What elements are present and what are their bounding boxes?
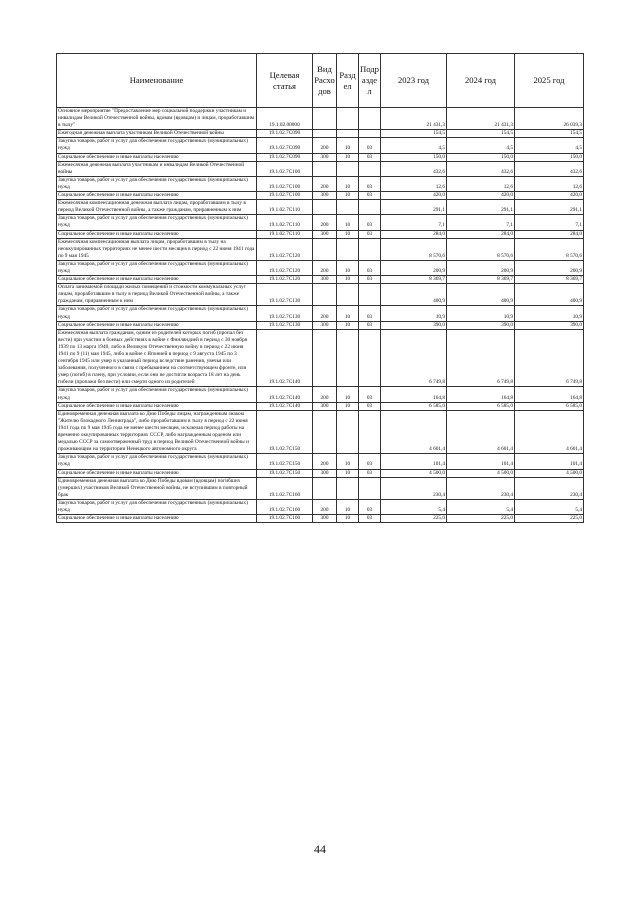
row-razd: 10: [337, 321, 359, 329]
row-2023: 150,0: [381, 153, 447, 161]
row-2023: 21 431,3: [381, 108, 447, 130]
row-vid: 200: [313, 499, 337, 514]
row-2023: 5,4: [381, 499, 447, 514]
row-vid: 300: [313, 153, 337, 161]
row-2025: 101,4: [515, 454, 584, 469]
table-row: [57, 200, 584, 215]
row-podr: 03: [359, 306, 381, 321]
row-2025: 390,0: [515, 321, 584, 329]
row-vid: 200: [313, 215, 337, 230]
row-name: Оплата занимаемой площади жилых помещений и стоимости коммунальных услуг лицам, проработавшим в тылу в период Великой Отечественной войны, а также гражданам, приравненным к ним: [57, 284, 257, 306]
row-vid: 200: [313, 138, 337, 153]
row-code: 19.1.02.7С150: [257, 469, 313, 477]
row-name: Основное мероприятие "Предоставление мер социальной поддержки участникам и инвалидам Великой Отечественной войны, вдовам (вдовцам) и лицам, проработавшим в тылу": [57, 108, 257, 130]
table-row: [57, 402, 584, 410]
row-2023: 8 570,6: [381, 238, 447, 260]
row-2025: 154,5: [515, 130, 584, 138]
row-2023: 12,6: [381, 176, 447, 191]
row-vid: [313, 284, 337, 306]
row-podr: [359, 130, 381, 138]
row-name: Ежемесячная денежная выплата участникам и инвалидам Великой Отечественной войны: [57, 161, 257, 176]
row-razd: [337, 410, 359, 454]
row-podr: 03: [359, 192, 381, 200]
row-2025: 7,1: [515, 215, 584, 230]
row-2023: 200,9: [381, 260, 447, 275]
row-2024: 225,0: [447, 515, 515, 523]
row-2023: 291,1: [381, 200, 447, 215]
row-2025: 8 570,6: [515, 238, 584, 260]
row-vid: 200: [313, 387, 337, 402]
row-2023: 101,4: [381, 454, 447, 469]
row-razd: [337, 200, 359, 215]
row-2025: 420,0: [515, 192, 584, 200]
row-2023: 164,8: [381, 387, 447, 402]
row-code: 19.1.02.7С160: [257, 499, 313, 514]
row-vid: 200: [313, 260, 337, 275]
table-row: [57, 161, 584, 176]
row-podr: 03: [359, 138, 381, 153]
row-name: Ежемесячная компенсационная денежная выплата лицам, проработавшим в тылу в период Великой Отечественной войны, а также гражданам, приравненным к ним: [57, 200, 257, 215]
row-code: 19.1.02.7С110: [257, 215, 313, 230]
row-2023: 432,6: [381, 161, 447, 176]
row-2023: 154,5: [381, 130, 447, 138]
table-row: [57, 215, 584, 230]
header-vid: Вид Расхо дов: [313, 54, 337, 108]
row-2024: 6 749,8: [447, 329, 515, 387]
row-2025: 5,4: [515, 499, 584, 514]
row-name: Закупка товаров, работ и услуг для обеспечения государственных (муниципальных) нужд: [57, 138, 257, 153]
row-code: 19.1.02.7С130: [257, 284, 313, 306]
row-2023: 6 585,0: [381, 402, 447, 410]
row-razd: 10: [337, 515, 359, 523]
table-row: [57, 260, 584, 275]
row-2025: 291,1: [515, 200, 584, 215]
row-2023: 7,1: [381, 215, 447, 230]
row-2024: 10,9: [447, 306, 515, 321]
row-2024: 150,0: [447, 153, 515, 161]
row-vid: [313, 238, 337, 260]
row-2024: 6 585,0: [447, 402, 515, 410]
row-2024: 7,1: [447, 215, 515, 230]
row-code: 19.1.02.7С090: [257, 153, 313, 161]
row-2025: 225,0: [515, 515, 584, 523]
row-podr: [359, 161, 381, 176]
row-podr: 03: [359, 454, 381, 469]
table-row: [57, 454, 584, 469]
page-number: 44: [314, 842, 326, 856]
row-2023: 225,0: [381, 515, 447, 523]
row-vid: 300: [313, 402, 337, 410]
row-vid: [313, 477, 337, 499]
table-row: [57, 230, 584, 238]
row-2025: 26 039,3: [515, 108, 584, 130]
row-name: Социальное обеспечение и иные выплаты населению: [57, 276, 257, 284]
row-razd: 10: [337, 138, 359, 153]
table-row: [57, 138, 584, 153]
row-2024: 420,0: [447, 192, 515, 200]
row-name: Социальное обеспечение и иные выплаты населению: [57, 402, 257, 410]
row-2024: 400,9: [447, 284, 515, 306]
row-2024: 4,5: [447, 138, 515, 153]
row-2024: 8 570,6: [447, 238, 515, 260]
row-name: Ежемесячная выплата гражданам, одним из родителей которых погиб (пропал без вести) при участии в боевых действиях в войне с Финляндией в период с 30 ноября 1939 по 13 марта 1940, либо в Великую Отечественную войну в период с 22 июня 1941 по 9 (11) мая 1945, либо в войне с Японией в период с 9 августа 1945 по 3 сентября 1945 или умер в указанный период вследствие ранения, увечья или заболевания, полученного в связи с пребыванием на соответствующем фронте, или умер (погиб) в плену, при условии, если они не достигли возраста 18 лет на день гибели (пропажи без вести) или смерти одного из родителей: [57, 329, 257, 387]
row-code: 19.1.02.7С140: [257, 329, 313, 387]
row-2023: 230,4: [381, 477, 447, 499]
row-code: 19.1.02.7С100: [257, 161, 313, 176]
table-row: [57, 499, 584, 514]
row-name: Социальное обеспечение и иные выплаты населению: [57, 469, 257, 477]
row-2023: 4 500,0: [381, 469, 447, 477]
row-vid: 200: [313, 454, 337, 469]
row-2025: 400,9: [515, 284, 584, 306]
row-vid: 300: [313, 230, 337, 238]
row-2023: 6 749,8: [381, 329, 447, 387]
row-podr: 03: [359, 260, 381, 275]
row-vid: 300: [313, 192, 337, 200]
row-2024: 230,4: [447, 477, 515, 499]
row-razd: 10: [337, 260, 359, 275]
row-vid: 300: [313, 515, 337, 523]
row-2024: 5,4: [447, 499, 515, 514]
row-name: Единовременная денежная выплата ко Дню Победы лицам, награжденным знаком "Жителю блокадного Ленинграда", либо проработавшим в тылу в период с 22 июня 1941 года по 9 мая 1945 года не менее шести месяцев, исключая период работы на временно оккупированных территориях СССР, либо награжденным орденом или медалью СССР за самоотверженный труд в период Великой Отечественной войны и проживающим на территории Ненецкого автономного округа: [57, 410, 257, 454]
row-podr: 03: [359, 402, 381, 410]
row-razd: 10: [337, 276, 359, 284]
row-2024: 154,5: [447, 130, 515, 138]
row-2025: 12,6: [515, 176, 584, 191]
table-row: [57, 306, 584, 321]
row-name: Социальное обеспечение и иные выплаты населению: [57, 153, 257, 161]
row-podr: 03: [359, 387, 381, 402]
row-vid: 300: [313, 321, 337, 329]
header-razd: Разд ел: [337, 54, 359, 108]
table-row: [57, 176, 584, 191]
row-code: 19.1.02.7С150: [257, 410, 313, 454]
row-razd: [337, 284, 359, 306]
row-code: 19.1.02.7С160: [257, 515, 313, 523]
row-2025: 4,5: [515, 138, 584, 153]
row-vid: [313, 329, 337, 387]
row-2024: 101,4: [447, 454, 515, 469]
row-2025: 150,0: [515, 153, 584, 161]
table-row: [57, 515, 584, 523]
row-name: Ежемесячная компенсационная выплата лицам, проработавшим в тылу на неоккупированных территориях не менее шести месяцев в период с 22 июня 1941 года по 9 мая 1945: [57, 238, 257, 260]
row-podr: 03: [359, 230, 381, 238]
row-razd: [337, 130, 359, 138]
row-razd: 10: [337, 469, 359, 477]
row-2023: 390,0: [381, 321, 447, 329]
row-podr: 03: [359, 153, 381, 161]
row-2023: 420,0: [381, 192, 447, 200]
row-razd: 10: [337, 192, 359, 200]
row-podr: 03: [359, 515, 381, 523]
table-row: [57, 284, 584, 306]
row-podr: 03: [359, 469, 381, 477]
row-2025: 432,6: [515, 161, 584, 176]
row-vid: [313, 108, 337, 130]
row-2023: 400,9: [381, 284, 447, 306]
row-name: Закупка товаров, работ и услуг для обеспечения государственных (муниципальных) нужд: [57, 387, 257, 402]
row-code: 19.1.02.7С110: [257, 200, 313, 215]
row-2025: 284,0: [515, 230, 584, 238]
row-podr: 03: [359, 321, 381, 329]
row-code: 19.1.02.7С110: [257, 230, 313, 238]
row-razd: 10: [337, 499, 359, 514]
table-row: [57, 130, 584, 138]
row-vid: 300: [313, 276, 337, 284]
row-podr: [359, 200, 381, 215]
row-razd: 10: [337, 153, 359, 161]
row-code: 19.1.02.7С120: [257, 260, 313, 275]
row-name: Ежегодная денежная выплата участникам Великой Отечественной войны: [57, 130, 257, 138]
row-2023: 4,5: [381, 138, 447, 153]
row-vid: [313, 410, 337, 454]
row-vid: 300: [313, 469, 337, 477]
row-podr: 03: [359, 499, 381, 514]
row-razd: 10: [337, 306, 359, 321]
row-2024: 12,6: [447, 176, 515, 191]
table-row: [57, 387, 584, 402]
header-podr: Подр азде л: [359, 54, 381, 108]
row-2023: 284,0: [381, 230, 447, 238]
row-vid: [313, 130, 337, 138]
header-2024: 2024 год: [447, 54, 515, 108]
table-header-row: [57, 54, 584, 108]
row-razd: 10: [337, 402, 359, 410]
row-2024: 390,0: [447, 321, 515, 329]
row-name: Социальное обеспечение и иные выплаты населению: [57, 192, 257, 200]
row-razd: 10: [337, 215, 359, 230]
row-name: Закупка товаров, работ и услуг для обеспечения государственных (муниципальных) нужд: [57, 306, 257, 321]
row-code: 19.1.02.7С100: [257, 176, 313, 191]
row-2023: 10,9: [381, 306, 447, 321]
row-2025: 6 585,0: [515, 402, 584, 410]
header-2023: 2023 год: [381, 54, 447, 108]
table-row: [57, 410, 584, 454]
row-2024: 284,0: [447, 230, 515, 238]
row-razd: 10: [337, 230, 359, 238]
row-name: Единовременная денежная выплата ко Дню Победы вдовам (вдовцам) погибших (умерших) участников Великой Отечественной войны, не вступившим в повторный брак: [57, 477, 257, 499]
row-2024: 4 601,4: [447, 410, 515, 454]
row-vid: [313, 161, 337, 176]
row-code: 19.1.02.7С150: [257, 454, 313, 469]
row-2025: 230,4: [515, 477, 584, 499]
row-vid: [313, 200, 337, 215]
row-razd: 10: [337, 454, 359, 469]
row-2025: 200,9: [515, 260, 584, 275]
row-2025: 164,8: [515, 387, 584, 402]
row-name: Закупка товаров, работ и услуг для обеспечения государственных (муниципальных) нужд: [57, 499, 257, 514]
row-code: 19.1.02.7С130: [257, 321, 313, 329]
table-row: [57, 321, 584, 329]
table-row: [57, 329, 584, 387]
row-razd: [337, 108, 359, 130]
row-code: 19.1.02.7С090: [257, 130, 313, 138]
row-name: Закупка товаров, работ и услуг для обеспечения государственных (муниципальных) нужд: [57, 454, 257, 469]
row-2024: 200,9: [447, 260, 515, 275]
row-name: Закупка товаров, работ и услуг для обеспечения государственных (муниципальных) нужд: [57, 215, 257, 230]
row-code: 19.1.02.00000: [257, 108, 313, 130]
row-2025: 6 749,8: [515, 329, 584, 387]
header-name: Наименование: [57, 54, 257, 108]
row-razd: 10: [337, 387, 359, 402]
row-2024: 21 431,3: [447, 108, 515, 130]
table-row: [57, 276, 584, 284]
row-podr: [359, 284, 381, 306]
header-2025: 2025 год: [515, 54, 584, 108]
table-row: [57, 153, 584, 161]
row-code: 19.1.02.7С120: [257, 276, 313, 284]
row-razd: [337, 238, 359, 260]
budget-table: [56, 53, 584, 523]
row-razd: [337, 329, 359, 387]
row-2025: 4 601,4: [515, 410, 584, 454]
row-2025: 10,9: [515, 306, 584, 321]
header-code: Целевая статья: [257, 54, 313, 108]
row-2024: 4 500,0: [447, 469, 515, 477]
row-podr: 03: [359, 176, 381, 191]
row-podr: [359, 238, 381, 260]
row-name: Закупка товаров, работ и услуг для обеспечения государственных (муниципальных) нужд: [57, 176, 257, 191]
row-2024: 291,1: [447, 200, 515, 215]
row-code: 19.1.02.7С100: [257, 192, 313, 200]
table-row: [57, 238, 584, 260]
row-podr: [359, 108, 381, 130]
row-podr: [359, 477, 381, 499]
row-code: 19.1.02.7С130: [257, 306, 313, 321]
row-razd: 10: [337, 176, 359, 191]
row-code: 19.1.02.7С160: [257, 477, 313, 499]
table-row: [57, 477, 584, 499]
row-name: Социальное обеспечение и иные выплаты населению: [57, 321, 257, 329]
row-code: 19.1.02.7С140: [257, 402, 313, 410]
row-podr: [359, 410, 381, 454]
row-code: 19.1.02.7С090: [257, 138, 313, 153]
row-vid: 200: [313, 176, 337, 191]
row-name: Социальное обеспечение и иные выплаты населению: [57, 230, 257, 238]
row-podr: 03: [359, 276, 381, 284]
row-2025: 4 500,0: [515, 469, 584, 477]
table-row: [57, 469, 584, 477]
row-razd: [337, 161, 359, 176]
row-name: Социальное обеспечение и иные выплаты населению: [57, 515, 257, 523]
table-row: [57, 108, 584, 130]
row-razd: [337, 477, 359, 499]
row-podr: 03: [359, 215, 381, 230]
row-2024: 8 369,7: [447, 276, 515, 284]
row-podr: [359, 329, 381, 387]
row-name: Закупка товаров, работ и услуг для обеспечения государственных (муниципальных) нужд: [57, 260, 257, 275]
row-2024: 432,6: [447, 161, 515, 176]
row-2023: 8 369,7: [381, 276, 447, 284]
table-row: [57, 192, 584, 200]
row-2025: 8 369,7: [515, 276, 584, 284]
row-vid: 200: [313, 306, 337, 321]
row-code: 19.1.02.7С120: [257, 238, 313, 260]
row-2023: 4 601,4: [381, 410, 447, 454]
row-code: 19.1.02.7С140: [257, 387, 313, 402]
row-2024: 164,8: [447, 387, 515, 402]
